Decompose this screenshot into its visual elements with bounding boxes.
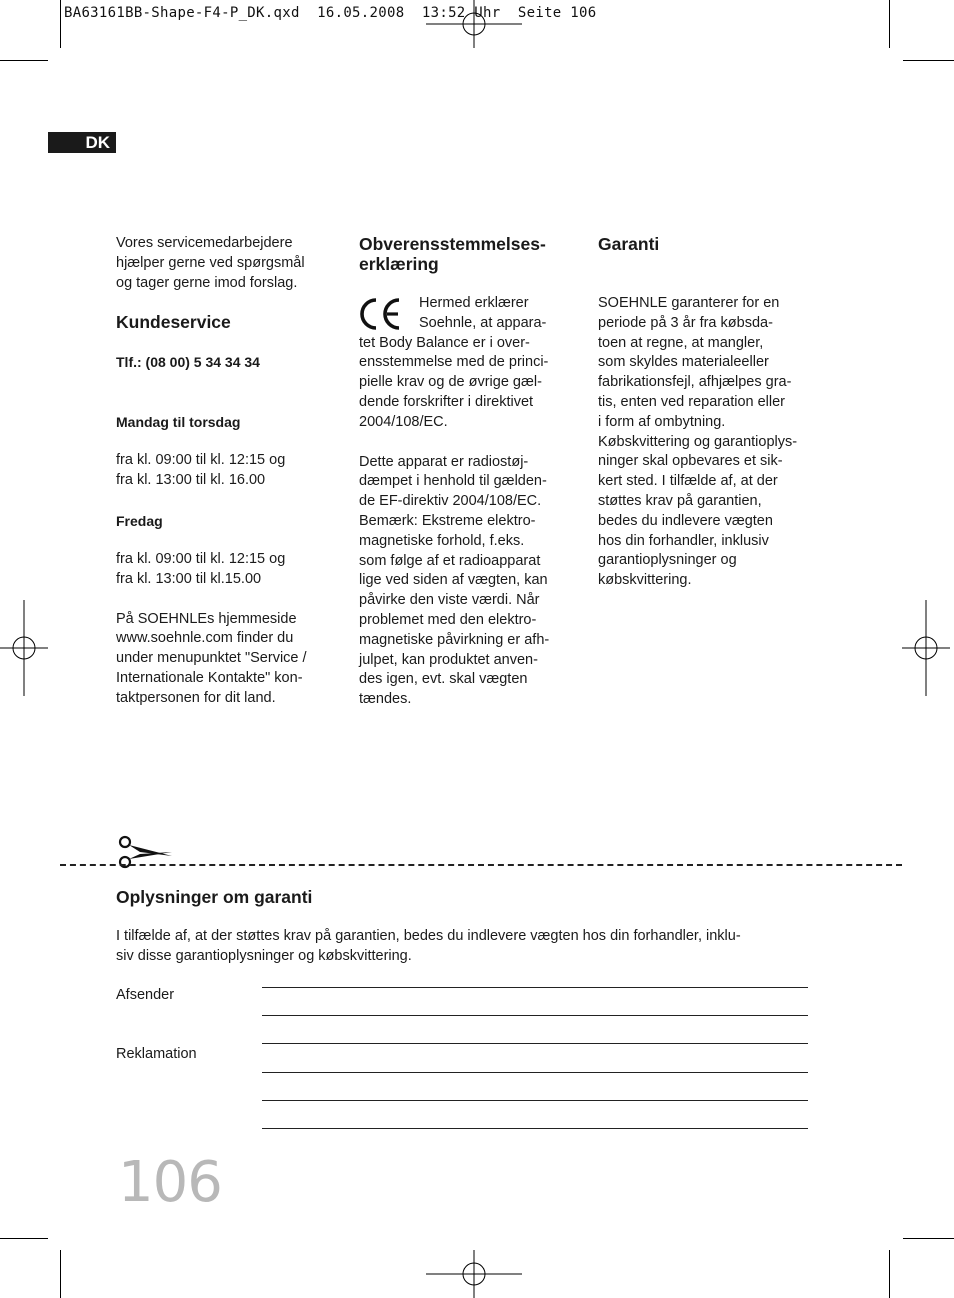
print-header: BA63161BB-Shape-F4-P_DK.qxd 16.05.2008 13:52 Uhr Seite 106 (64, 5, 597, 21)
intro-text: Vores servicemedarbejdere hjælper gerne ved spørgsmål og tager gerne imod forslag. (116, 235, 305, 291)
sender-label: Afsender (116, 987, 175, 1003)
ce-mark-label: CE (357, 296, 359, 297)
column-warranty (598, 234, 818, 591)
column-customer-service (116, 234, 336, 709)
website-text: På SOEHNLEs hjemmeside www.soehnle.com finder du under menupunktet "Service / Internationale Kontakte" kon- taktpersonen for dit land. (116, 610, 307, 706)
complaint-line-4[interactable] (262, 1128, 808, 1129)
registration-mark-bottom (426, 1250, 526, 1298)
registration-mark-top (426, 0, 526, 48)
language-badge: DK (48, 132, 116, 153)
friday-hours: fra kl. 09:00 til kl. 12:15 og fra kl. 13:00 til kl.15.00 (116, 550, 286, 587)
radio-interference-text: Dette apparat er radiostøj- dæmpet i henhold til gælden- de EF-direktiv 2004/108/EC. Bemærk: Ekstreme elektro- magnetiske forhold, f.eks. som følge af et radioapparat lige ved siden af vægten, kan påvirke den viste værdi. Når problemet med den elektro- magnetiske påvirkning er afh- julpet, kan produktet anven- des igen, evt. skal vægten tændes. (359, 453, 550, 708)
ce-text-indented: Hermed erklærer Soehnle, at appara- (419, 295, 547, 331)
page-number: 106 (118, 1150, 222, 1215)
registration-mark-right (902, 600, 950, 696)
phone-number: Tlf.: (08 00) 5 34 34 34 (116, 354, 260, 371)
ce-mark-icon (357, 296, 403, 332)
sender-line-2[interactable] (262, 1015, 808, 1016)
weekday-hours: fra kl. 09:00 til kl. 12:15 og fra kl. 13:00 til kl. 16.00 (116, 452, 286, 489)
warranty-form-text: I tilfælde af, at der støttes krav på garantien, bedes du indlevere vægten hos din forhandler, inklu- siv disse garantioplysninger og købskvittering. (116, 928, 741, 964)
complaint-label: Reklamation (116, 1046, 197, 1062)
complaint-line-3[interactable] (262, 1100, 808, 1101)
ce-text: tet Body Balance er i over- ensstemmelse med de princi- pielle krav og de øvrige gæl- dende forskrifter i direktivet 2004/108/EC. (359, 334, 549, 430)
complaint-line-1[interactable] (262, 1043, 808, 1044)
warranty-form-heading: Oplysninger om garanti (116, 887, 313, 907)
friday-heading: Fredag (116, 512, 163, 529)
weekday-heading: Mandag til torsdag (116, 414, 241, 431)
customer-service-heading: Kundeservice (116, 312, 231, 333)
complaint-line-2[interactable] (262, 1072, 808, 1073)
warranty-text: SOEHNLE garanterer for en periode på 3 år fra købsda- toen at regne, at mangler, som skyldes materialeeller fabrikationsfejl, afhjælpes gra- tis, enten ved reparation eller i form af ombytning. Købskvittering og garantioplys- ninger skal opbevares et sik- kert sted. I tilfælde af, at der støttes krav på garantien, bedes du indlevere vægten hos din forhandler, inklusiv garantioplysninger og købskvittering. (598, 295, 798, 589)
registration-mark-left (0, 600, 48, 696)
declaration-heading: Obverensstemmelses- erklæring (359, 234, 546, 274)
sender-line-1[interactable] (262, 987, 808, 988)
warranty-heading: Garanti (598, 234, 660, 254)
cut-line (60, 864, 902, 866)
